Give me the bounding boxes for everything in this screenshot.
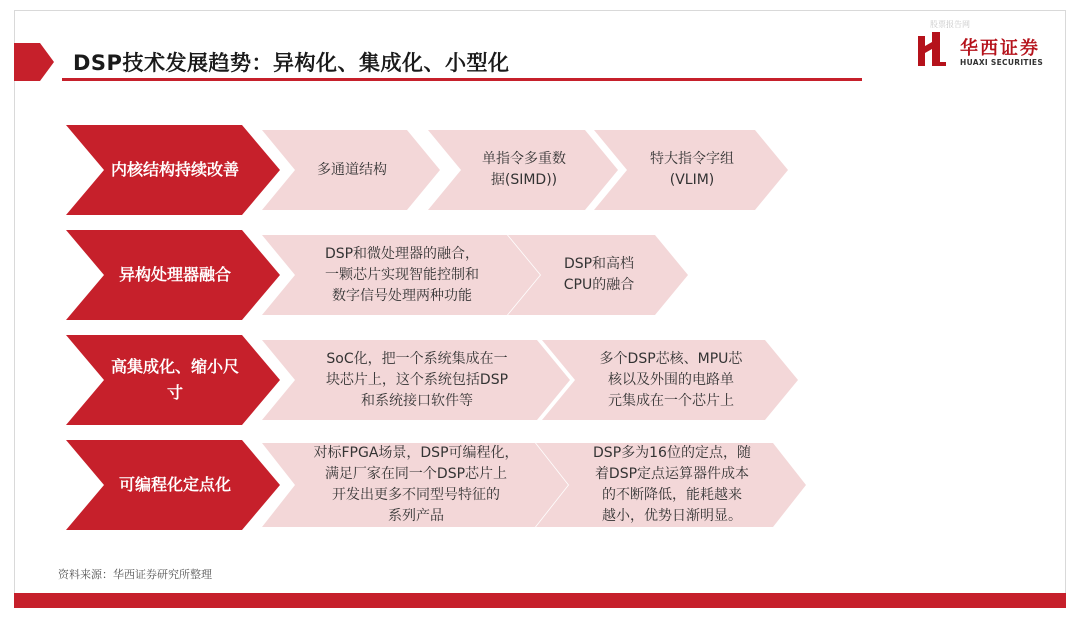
trend-item-chevron (262, 235, 540, 315)
trend-item-chevron (262, 443, 568, 527)
trend-item-label: SoC化，把一个系统集成在一 块芯片上，这个系统包括DSP 和系统接口软件等 (325, 350, 509, 409)
row-heading-label: 异构处理器融合 (118, 265, 231, 284)
page-title: DSP技术发展趋势：异构化、集成化、小型化 (73, 51, 510, 75)
row-heading-chevron (66, 335, 280, 425)
row-heading-label: 可编程化定点化 (118, 475, 231, 494)
trend-item-chevron (262, 340, 570, 420)
trend-item-chevron (594, 130, 788, 210)
trend-item-label: 对标FPGA场景，DSP可编程化， 满足厂家在同一个DSP芯片上 开发出更多不同型号特征的 系列产品 (313, 445, 519, 524)
trend-item-chevron (428, 130, 618, 210)
trend-item-label: DSP和高档 CPU的融合 (563, 256, 635, 293)
row-heading-chevron (66, 230, 280, 320)
trend-item-label: DSP多为16位的定点，随 着DSP定点运算器件成本 的不断降低，能耗越来 越小，优势日渐明显。 (593, 445, 751, 524)
trend-item-label: 特大指令字组 (VLIM) (650, 151, 734, 188)
row-heading-chevron (66, 440, 280, 530)
trend-item-label: 多通道结构 (317, 161, 387, 178)
row-heading-chevron (66, 125, 280, 215)
trend-item-chevron (262, 130, 440, 210)
trend-item-chevron (536, 443, 806, 527)
footer-bar (14, 593, 1066, 608)
trend-item-label: 单指令多重数 据(SIMD)) (482, 151, 566, 188)
trend-item-label: 多个DSP芯核、MPU芯 核以及外围的电路单 元集成在一个芯片上 (599, 350, 743, 409)
logo-name-cn: 华西证券 (960, 38, 1040, 59)
source-note: 资料来源：华西证券研究所整理 (58, 568, 212, 581)
trend-item-chevron (542, 340, 798, 420)
logo-name-en: HUAXI SECURITIES (960, 58, 1044, 67)
row-heading-label: 内核结构持续改善 (110, 160, 239, 179)
trend-item-chevron (508, 235, 688, 315)
trend-item-label: DSP和微处理器的融合， 一颗芯片实现智能控制和 数字信号处理两种功能 (324, 245, 480, 304)
row-heading-label: 高集成化、缩小尺寸 (110, 357, 239, 402)
watermark: 股票报告网 (930, 20, 970, 29)
